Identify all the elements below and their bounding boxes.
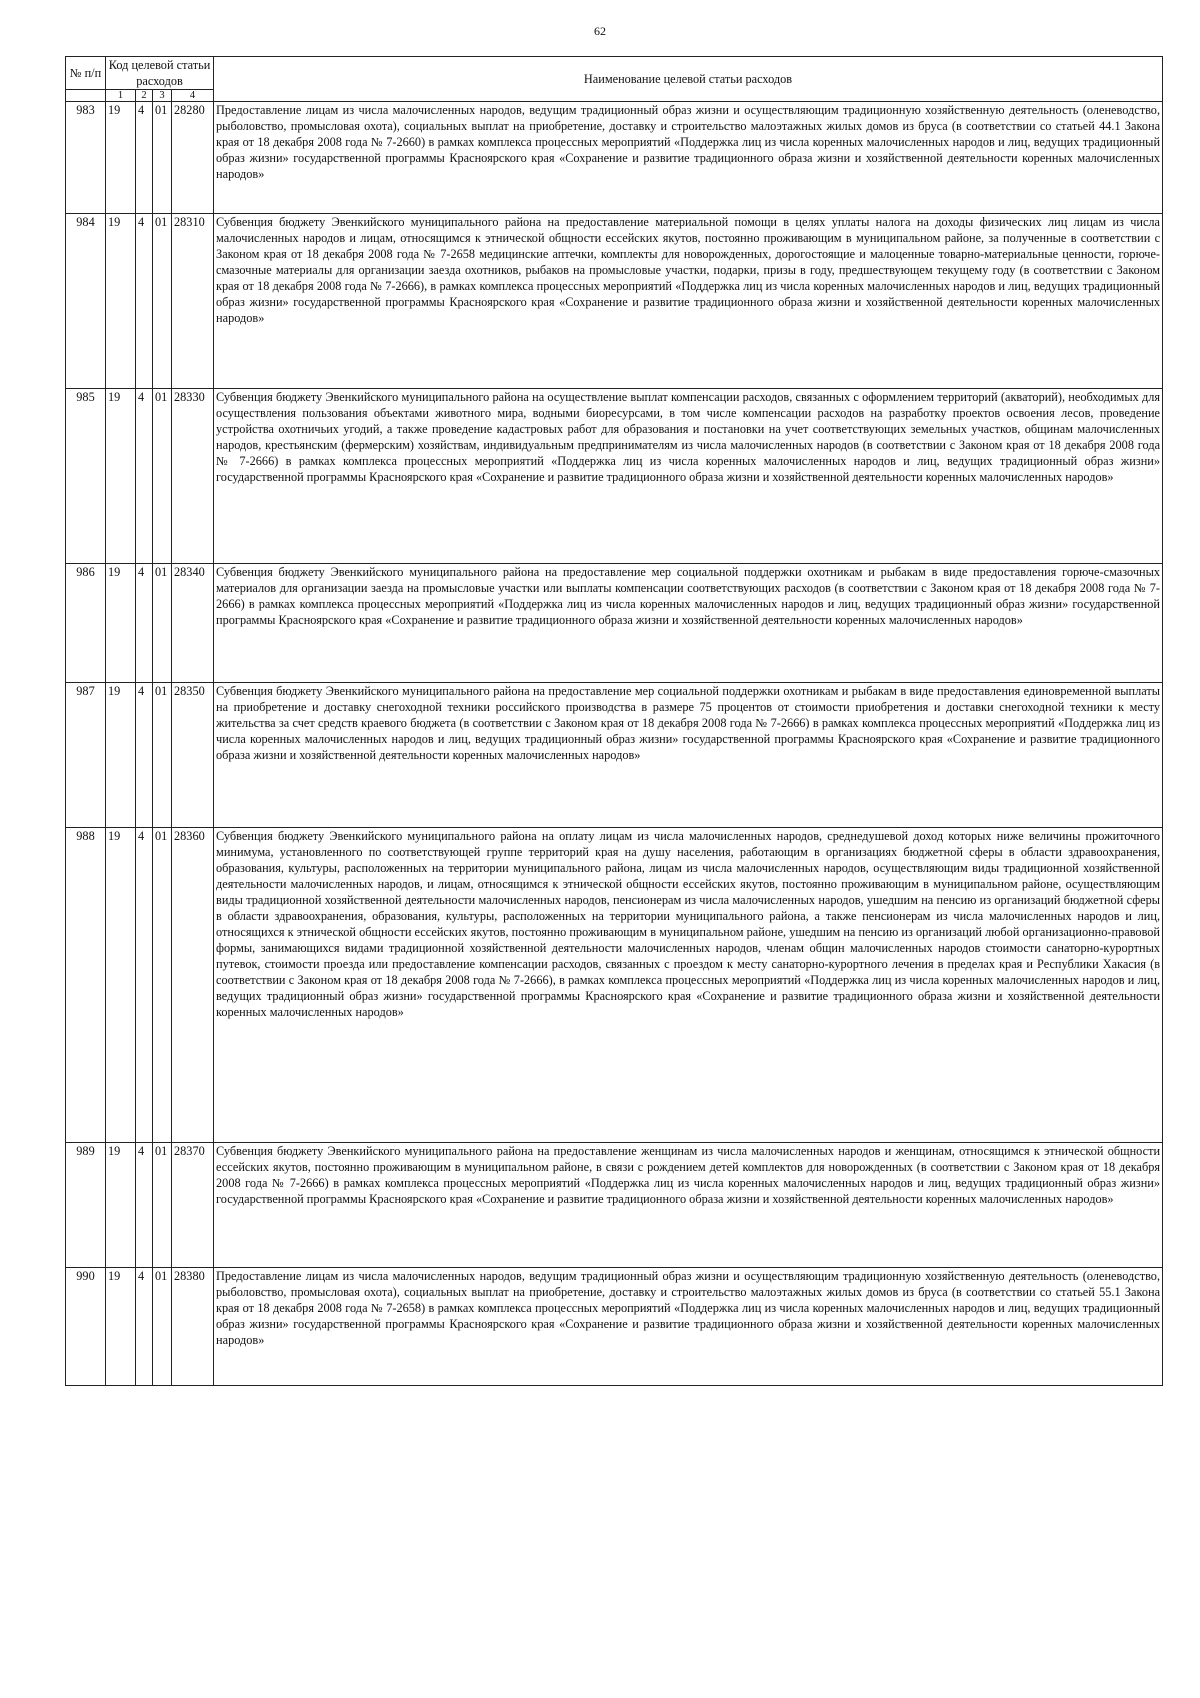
code-direction: 01 — [153, 1143, 172, 1268]
table-row — [66, 102, 1163, 214]
code-subprogram: 4 — [136, 1268, 153, 1386]
code-subprogram: 4 — [136, 102, 153, 214]
budget-table — [65, 56, 1163, 1386]
code-direction: 01 — [153, 683, 172, 828]
header-code: Код целевой статьи расходов — [106, 57, 214, 90]
table-row — [66, 564, 1163, 683]
row-description: Субвенция бюджету Эвенкийского муниципального района на предоставление мер социальной поддержки охотникам и рыбакам в виде предоставления единовременной выплаты на приобретение и доставку снегоходной техники российского производства в размере 75 процентов от стоимости приобретения и доставки снегоходной техники к месту жительства за счет средств краевого бюджета (в соответствии с Законом края от 18 декабря 2008 года № 7-2666) в рамках комплекса процессных мероприятий «Поддержка лиц из числа коренных малочисленных народов и лиц, ведущих традиционный образ жизни» государственной программы Красноярского края «Сохранение и развитие традиционного образа жизни и хозяйственной деятельности коренных малочисленных народов» — [214, 683, 1163, 828]
code-direction: 01 — [153, 564, 172, 683]
table-row — [66, 828, 1163, 1143]
row-number: 984 — [66, 214, 106, 389]
header-name: Наименование целевой статьи расходов — [214, 57, 1163, 102]
column-number-1: 1 — [106, 90, 136, 102]
column-number-4: 4 — [172, 90, 214, 102]
row-number: 987 — [66, 683, 106, 828]
code-program: 19 — [106, 564, 136, 683]
header-num: № п/п — [66, 57, 106, 90]
table-row — [66, 1143, 1163, 1268]
code-subprogram: 4 — [136, 389, 153, 564]
code-item: 28280 — [172, 102, 214, 214]
table-row — [66, 214, 1163, 389]
code-direction: 01 — [153, 1268, 172, 1386]
row-description: Субвенция бюджету Эвенкийского муниципального района на предоставление мер социальной поддержки охотникам и рыбакам в виде предоставления горюче-смазочных материалов для организации заезда на промысловые участки или выплаты компенсации соответствующих расходов (в соответствии с Законом края от 18 декабря 2008 года № 7-2666) в рамках комплекса процессных мероприятий «Поддержка лиц из числа коренных малочисленных народов и лиц, ведущих традиционный образ жизни» государственной программы Красноярского края «Сохранение и развитие традиционного образа жизни и хозяйственной деятельности коренных малочисленных народов» — [214, 564, 1163, 683]
code-direction: 01 — [153, 214, 172, 389]
row-number: 990 — [66, 1268, 106, 1386]
code-program: 19 — [106, 1268, 136, 1386]
row-description: Субвенция бюджету Эвенкийского муниципального района на предоставление материальной помощи в целях уплаты налога на доходы физических лиц лицам из числа малочисленных народов и лицам, относящимся к этнической общности ессейских якутов, постоянно проживающим в муниципальном районе, за полученные в соответствии с Законом края от 18 декабря 2008 года № 7-2658 медицинские аптечки, комплекты для новорожденных, дорогостоящие и малоценные товарно-материальные ценности, горюче-смазочные материалы для организации заезда охотников, рыбаков на промысловые участки, подарки, призы в году, предшествующем текущему году (в соответствии с Законом края от 18 декабря 2008 года № 7-2666), в рамках комплекса процессных мероприятий «Поддержка лиц из числа коренных малочисленных народов и лиц, ведущих традиционный образ жизни» государственной программы Красноярского края «Сохранение и развитие традиционного образа жизни и хозяйственной деятельности коренных малочисленных народов» — [214, 214, 1163, 389]
code-item: 28370 — [172, 1143, 214, 1268]
row-number: 985 — [66, 389, 106, 564]
code-direction: 01 — [153, 102, 172, 214]
row-number: 989 — [66, 1143, 106, 1268]
row-number: 983 — [66, 102, 106, 214]
code-item: 28340 — [172, 564, 214, 683]
header-row — [66, 57, 1163, 90]
code-item: 28310 — [172, 214, 214, 389]
row-description: Субвенция бюджету Эвенкийского муниципального района на осуществление выплат компенсации расходов, связанных с оформлением территорий (акваторий), необходимых для осуществления пользования объектами животного мира, водными биоресурсами, в том числе компенсации расходов на разработку проектов освоения лесов, проведение устройства охотничьих угодий, а также проведение кадастровых работ для образования и постановки на учет соответствующих земельных участков, общинам малочисленных народов, крестьянским (фермерским) хозяйствам, индивидуальным предпринимателям из числа малочисленных народов (в соответствии с Законом края от 18 декабря 2008 года № 7-2666) в рамках комплекса процессных мероприятий «Поддержка лиц из числа коренных малочисленных народов и лиц, ведущих традиционный образ жизни» государственной программы Красноярского края «Сохранение и развитие традиционного образа жизни и хозяйственной деятельности коренных малочисленных народов» — [214, 389, 1163, 564]
table-row — [66, 389, 1163, 564]
code-subprogram: 4 — [136, 683, 153, 828]
code-subprogram: 4 — [136, 1143, 153, 1268]
code-program: 19 — [106, 102, 136, 214]
row-number: 986 — [66, 564, 106, 683]
code-item: 28350 — [172, 683, 214, 828]
code-direction: 01 — [153, 389, 172, 564]
row-description: Субвенция бюджету Эвенкийского муниципального района на предоставление женщинам из числа малочисленных народов и женщинам, относящимся к этнической общности ессейских якутов, постоянно проживающим в муниципальном районе, в связи с рождением детей комплектов для новорожденных (в соответствии с Законом края от 18 декабря 2008 года № 7-2666) в рамках комплекса процессных мероприятий «Поддержка лиц из числа коренных малочисленных народов и лиц, ведущих традиционный образ жизни» государственной программы Красноярского края «Сохранение и развитие традиционного образа жизни и хозяйственной деятельности коренных малочисленных народов» — [214, 1143, 1163, 1268]
code-subprogram: 4 — [136, 214, 153, 389]
code-subprogram: 4 — [136, 564, 153, 683]
code-program: 19 — [106, 828, 136, 1143]
code-subprogram: 4 — [136, 828, 153, 1143]
table-row — [66, 1268, 1163, 1386]
code-program: 19 — [106, 389, 136, 564]
code-program: 19 — [106, 1143, 136, 1268]
code-program: 19 — [106, 214, 136, 389]
code-direction: 01 — [153, 828, 172, 1143]
code-item: 28380 — [172, 1268, 214, 1386]
row-number: 988 — [66, 828, 106, 1143]
column-number-blank — [66, 90, 106, 102]
code-program: 19 — [106, 683, 136, 828]
row-description: Предоставление лицам из числа малочисленных народов, ведущим традиционный образ жизни и осуществляющим традиционную хозяйственную деятельность (оленеводство, рыболовство, промысловая охота), социальных выплат на приобретение, доставку и строительство малоэтажных жилых домов из бруса (в соответствии со статьей 55.1 Закона края от 18 декабря 2008 года № 7-2658) в рамках комплекса процессных мероприятий «Поддержка лиц из числа коренных малочисленных народов и лиц, ведущих традиционный образ жизни» государственной программы Красноярского края «Сохранение и развитие традиционного образа жизни и хозяйственной деятельности коренных малочисленных народов» — [214, 1268, 1163, 1386]
table-row — [66, 683, 1163, 828]
row-description: Предоставление лицам из числа малочисленных народов, ведущим традиционный образ жизни и осуществляющим традиционную хозяйственную деятельность (оленеводство, рыболовство, промысловая охота), социальных выплат на приобретение, доставку и строительство малоэтажных жилых домов из бруса (в соответствии со статьей 44.1 Закона края от 18 декабря 2008 года № 7-2660) в рамках комплекса процессных мероприятий «Поддержка лиц из числа коренных малочисленных народов и лиц, ведущих традиционный образ жизни» государственной программы Красноярского края «Сохранение и развитие традиционного образа жизни и хозяйственной деятельности коренных малочисленных народов» — [214, 102, 1163, 214]
page-number: 62 — [594, 24, 606, 38]
column-number-3: 3 — [153, 90, 172, 102]
column-number-2: 2 — [136, 90, 153, 102]
row-description: Субвенция бюджету Эвенкийского муниципального района на оплату лицам из числа малочисленных народов, среднедушевой доход которых ниже величины прожиточного минимума, установленного по соответствующей группе территорий края на душу населения, работающим в организациях бюджетной сферы в области здравоохранения, образования, культуры, расположенных на территории муниципального района, лицам из числа малочисленных народов, осуществляющим виды традиционной хозяйственной деятельности малочисленных народов, и лицам, относящимся к этнической общности ессейских якутов, постоянно проживающим в муниципальном районе, осуществляющим виды традиционной хозяйственной деятельности малочисленных народов, пенсионерам из числа малочисленных народов, ушедшим на пенсию из организаций бюджетной сферы в области здравоохранения, образования, культуры, расположенных на территории муниципального района, а также пенсионерам из числа малочисленных народов и лиц, относящихся к этнической общности ессейских якутов, постоянно проживающим в муниципальном районе, ушедшим на пенсию из организаций любой организационно-правовой формы, занимающихся видами традиционной хозяйственной деятельности малочисленных народов, членам общин малочисленных народов стоимости санаторно-курортных путевок, стоимости проезда или предоставление компенсации расходов, связанных с проездом к месту санаторно-курортного лечения в пределах края и Республики Хакасия (в соответствии с Законом края от 18 декабря 2008 года № 7-2666), в рамках комплекса процессных мероприятий «Поддержка лиц из числа коренных малочисленных народов и лиц, ведущих традиционный образ жизни» государственной программы Красноярского края «Сохранение и развитие традиционного образа жизни и хозяйственной деятельности коренных малочисленных народов» — [214, 828, 1163, 1143]
code-item: 28330 — [172, 389, 214, 564]
code-item: 28360 — [172, 828, 214, 1143]
